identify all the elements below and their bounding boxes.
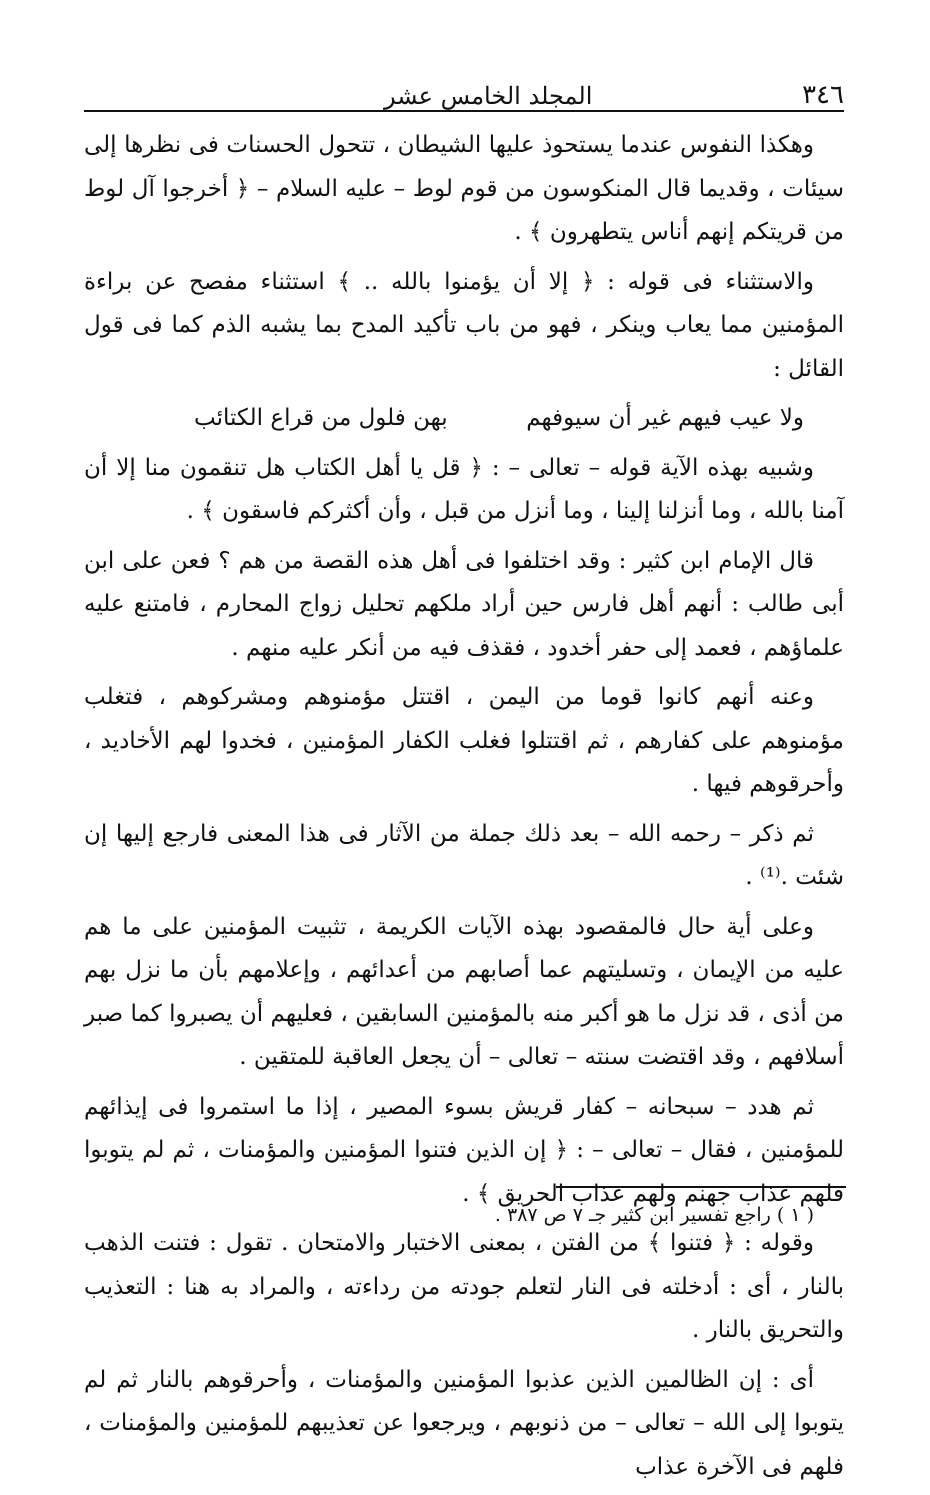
- footnote-rule: [556, 1186, 846, 1188]
- footnote: ( ١ ) راجع تفسير ابن كثير جـ ٧ ص ٣٨٧ .: [494, 1204, 814, 1226]
- poem-right-hemistich: ولا عيب فيهم غير أن سيوفهم: [526, 405, 804, 431]
- paragraph: وقوله : ﴿ فتنوا ﴾ من الفتن ، بمعنى الاختبار والامتحان . تقول : فتنت الذهب بالنار ، أى : أدخلته فى النار لتعلم جودته من رداءته ، والمراد به هنا : التعذيب والتحريق بالنار .: [84, 1230, 844, 1343]
- paragraph: وهكذا النفوس عندما يستحوذ عليها الشيطان ، تتحول الحسنات فى نظرها إلى سيئات ، وقديما قال المنكوسون من قوم لوط – عليه السلام – ﴿ أخرجوا آل لوط من قريتكم إنهم أناس يتطهرون ﴾ .: [84, 132, 844, 245]
- paragraph: ثم ذكر – رحمه الله – بعد ذلك جملة من الآثار فى هذا المعنى فارجع إليها إن شئت .⁽¹⁾ .: [84, 820, 844, 890]
- poem-left-hemistich: بهن فلول من قراع الكتائب: [194, 405, 448, 431]
- page-header: [84, 62, 844, 110]
- paragraph: وعلى أية حال فالمقصود بهذه الآيات الكريمة ، تثبيت المؤمنين على ما هم عليه من الإيمان ، وتسليتهم عما أصابهم من أعدائهم ، وإعلامهم بأن ما نزل بهم من أذى ، قد نزل ما هو أكبر منه بالمؤمنين السابقين ، فعليهم أن يصبروا كما صبر أسلافهم ، وقد اقتضت سنته – تعالى – أن يجعل العاقبة للمتقين .: [84, 913, 844, 1070]
- volume-title: المجلد الخامس عشر: [384, 82, 593, 110]
- poem-verse: [84, 397, 844, 441]
- paragraph: قال الإمام ابن كثير : وقد اختلفوا فى أهل هذه القصة من هم ؟ فعن على ابن أبى طالب : أنهم أهل فارس حين أراد ملكهم تحليل زواج المحارم ، فامتنع عليه علماؤهم ، فعمد إلى حفر أخدود ، فقذف فيه من أنكر عليه منهم .: [84, 547, 844, 661]
- paragraph: والاستثناء فى قوله : ﴿ إلا أن يؤمنوا بالله .. ﴾ استثناء مفصح عن براءة المؤمنين مما يعاب وينكر ، فهو من باب تأكيد المدح بما يشبه الذم كما فى قول القائل :: [84, 268, 844, 382]
- page-number: ٣٤٦: [802, 80, 844, 110]
- page-body: [84, 124, 844, 1495]
- paragraph: وشبيه بهذه الآية قوله – تعالى – : ﴿ قل يا أهل الكتاب هل تنقمون منا إلا أن آمنا بالله ، وما أنزلنا إلينا ، وما أنزل من قبل ، وأن أكثركم فاسقون ﴾ .: [84, 454, 844, 524]
- paragraph: أى : إن الظالمين الذين عذبوا المؤمنين والمؤمنات ، وأحرقوهم بالنار ثم لم يتوبوا إلى الله – تعالى – من ذنوبهم ، ويرجعوا عن تعذيبهم للمؤمنين والمؤمنات ، فلهم فى الآخرة عذاب: [84, 1366, 844, 1480]
- header-rule: [84, 110, 844, 112]
- paragraph: وعنه أنهم كانوا قوما من اليمن ، اقتتل مؤمنوهم ومشركوهم ، فتغلب مؤمنوهم على كفارهم ، ثم اقتتلوا فغلب الكفار المؤمنين ، فخدوا لهم الأخاديد ، وأحرقوهم فيها .: [84, 684, 844, 797]
- paragraph: ثم هدد – سبحانه – كفار قريش بسوء المصير ، إذا ما استمروا فى إيذائهم للمؤمنين ، فقال – تعالى – : ﴿ إن الذين فتنوا المؤمنين والمؤمنات ، ثم لم يتوبوا فلهم عذاب جهنم ولهم عذاب الحريق ﴾ .: [84, 1093, 844, 1207]
